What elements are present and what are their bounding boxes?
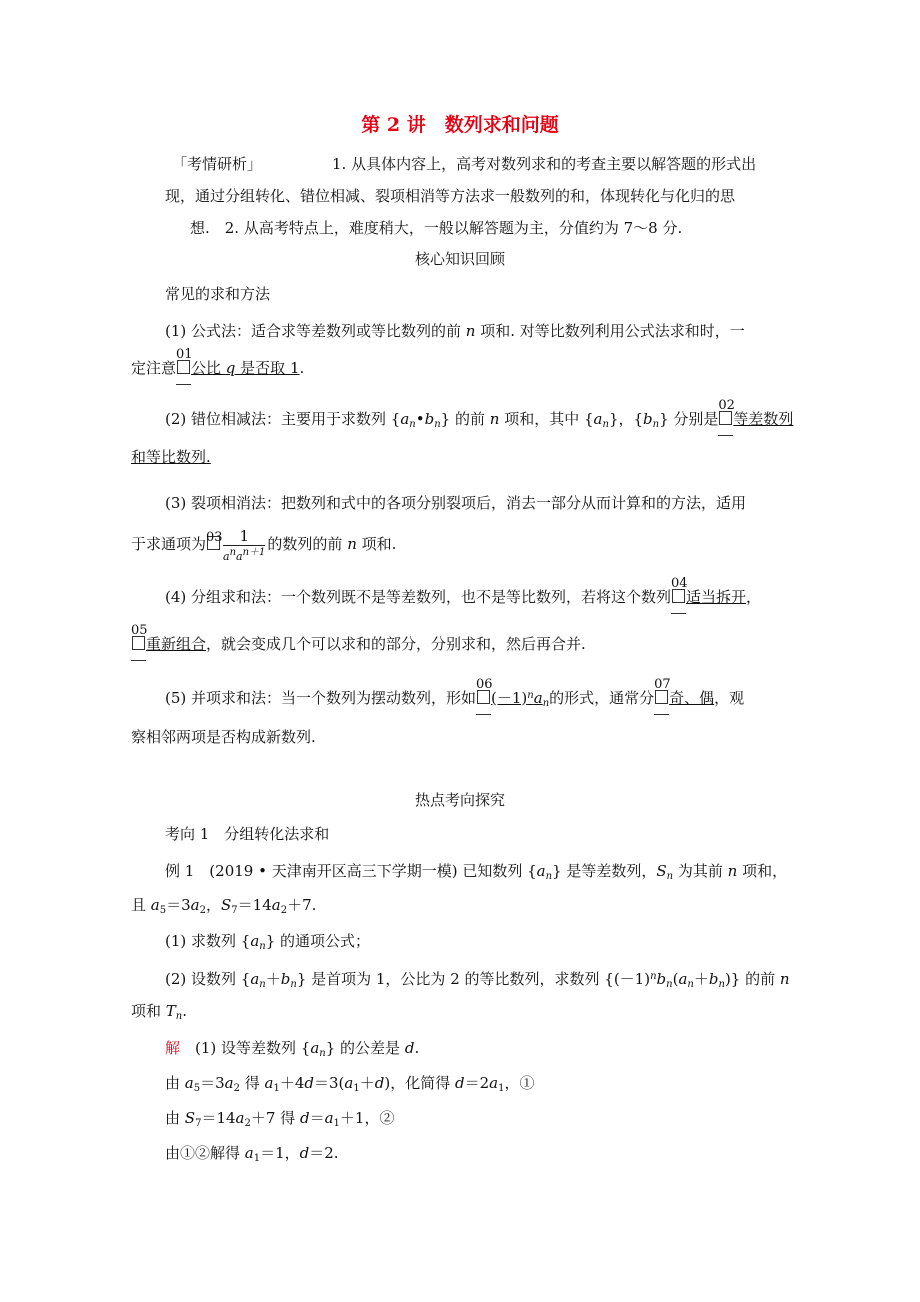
method-3-line-2: 于求通项为 03 $\frac{1}{a^na^{n+1}}$ 的数列的前 n 项和. [131, 524, 396, 564]
topic-heading: 考向 1 分组转化法求和 [165, 825, 330, 843]
kaoqing-line-3: 想. 2. 从高考特点上，难度稍大，一般以解答题为主，分值约为 7～8 分. [190, 219, 683, 237]
fraction-general-term: $\frac{1}{a^na^{n+1}}$ [223, 526, 266, 563]
page-title: 第 2 讲 数列求和问题 [361, 114, 559, 136]
blank-marker-04: 04 [671, 586, 686, 608]
example-line-1: 例 1 (2019 • 天津南开区高三下学期一模) 已知数列 $\{a_n\}$ 是等差数列，$S_n$ 为其前 n 项和， [165, 862, 788, 882]
solution-line-1: 解 (1) 设等差数列 $\{a_n\}$ 的公差是 d. [165, 1039, 420, 1059]
method-4-line-1: (4) 分组求和法：一个数列既不是等差数列，也不是等比数列，若将这个数列 04 适当拆开， [165, 586, 761, 608]
solution-tag: 解 [165, 1039, 181, 1057]
example-line-2: 且 $a_5=3a_2$，$S_7=14a_2+7$. [131, 896, 317, 916]
blank-marker-03: 03 [206, 524, 221, 564]
question-2-line-2: 项和 $T_n$. [131, 1002, 188, 1022]
section-heading-core: 核心知识回顾 [414, 250, 505, 268]
solution-line-2: 由 $a_5=3a_2$ 得 $a_1+4d=3(a_1+d)$，化简得 $d=2a_1$，① [165, 1074, 535, 1094]
section-heading-hot: 热点考向探究 [414, 791, 505, 809]
kaoqing-tag: 「考情研析」 [172, 155, 263, 173]
answer-5a: $(-1)^na_n$ [491, 689, 550, 709]
answer-1: 公比 q 是否取 1 [191, 359, 300, 377]
blank-marker-07: 07 [654, 687, 669, 709]
method-3-line-1: (3) 裂项相消法：把数列和式中的各项分别裂项后，消去一部分从而计算和的方法，适用 [165, 494, 747, 512]
method-2-line-1: (2) 错位相减法：主要用于求数列 $\{a_n•b_n\}$ 的前 n 项和，其中 $\{a_n\}$，$\{b_n\}$ 分别是 02 等差数列 [165, 408, 793, 436]
blank-marker-05: 05 [131, 633, 146, 655]
method-5-line-2: 察相邻两项是否构成新数列. [131, 728, 316, 746]
kaoqing-line-1: 「考情研析」 1. 从具体内容上，高考对数列求和的考查主要以解答题的形式出 [172, 155, 757, 173]
question-2-line-1: (2) 设数列 $\{a_n+b_n\}$ 是首项为 1，公比为 2 的等比数列，求数列 $\{(-1)^nb_n(a_n+b_n)\}$ 的前 n [165, 970, 790, 990]
method-1-line-1: (1) 公式法：适合求等差数列或等比数列的前 n 项和. 对等比数列利用公式法求和时，一 [165, 322, 745, 340]
answer-2a: 等差数列 [733, 410, 794, 428]
answer-4b: 重新组合 [146, 635, 207, 653]
blank-marker-06: 06 [476, 687, 491, 709]
kaoqing-line-2: 现，通过分组转化、错位相减、裂项相消等方法求一般数列的和，体现转化与化归的思 [165, 187, 736, 205]
method-2-line-2 [131, 446, 211, 468]
answer-4a: 适当拆开 [686, 588, 747, 606]
answer-2b: 和等比数列. [131, 448, 211, 466]
methods-heading: 常见的求和方法 [165, 285, 271, 303]
method-4-line-2: 05 重新组合，就会变成几个可以求和的部分，分别求和，然后再合并. [131, 633, 586, 655]
method-1-line-2: 定注意 01 公比 q 是否取 1. [131, 357, 304, 379]
solution-line-3: 由 $S_7=14a_2+7$ 得 $d=a_1+1$，② [165, 1109, 395, 1129]
method-5-line-1: (5) 并项求和法：当一个数列为摆动数列，形如 06 $(-1)^na_n$的形式，通常分 07 奇、偶，观 [165, 685, 744, 715]
question-1: (1) 求数列 $\{a_n\}$ 的通项公式； [165, 932, 371, 952]
blank-marker-02: 02 [718, 408, 733, 430]
blank-marker-01: 01 [176, 357, 191, 379]
solution-line-4: 由①②解得 $a_1=1$，d＝2. [165, 1144, 339, 1164]
answer-5b: 奇、偶 [669, 689, 715, 707]
